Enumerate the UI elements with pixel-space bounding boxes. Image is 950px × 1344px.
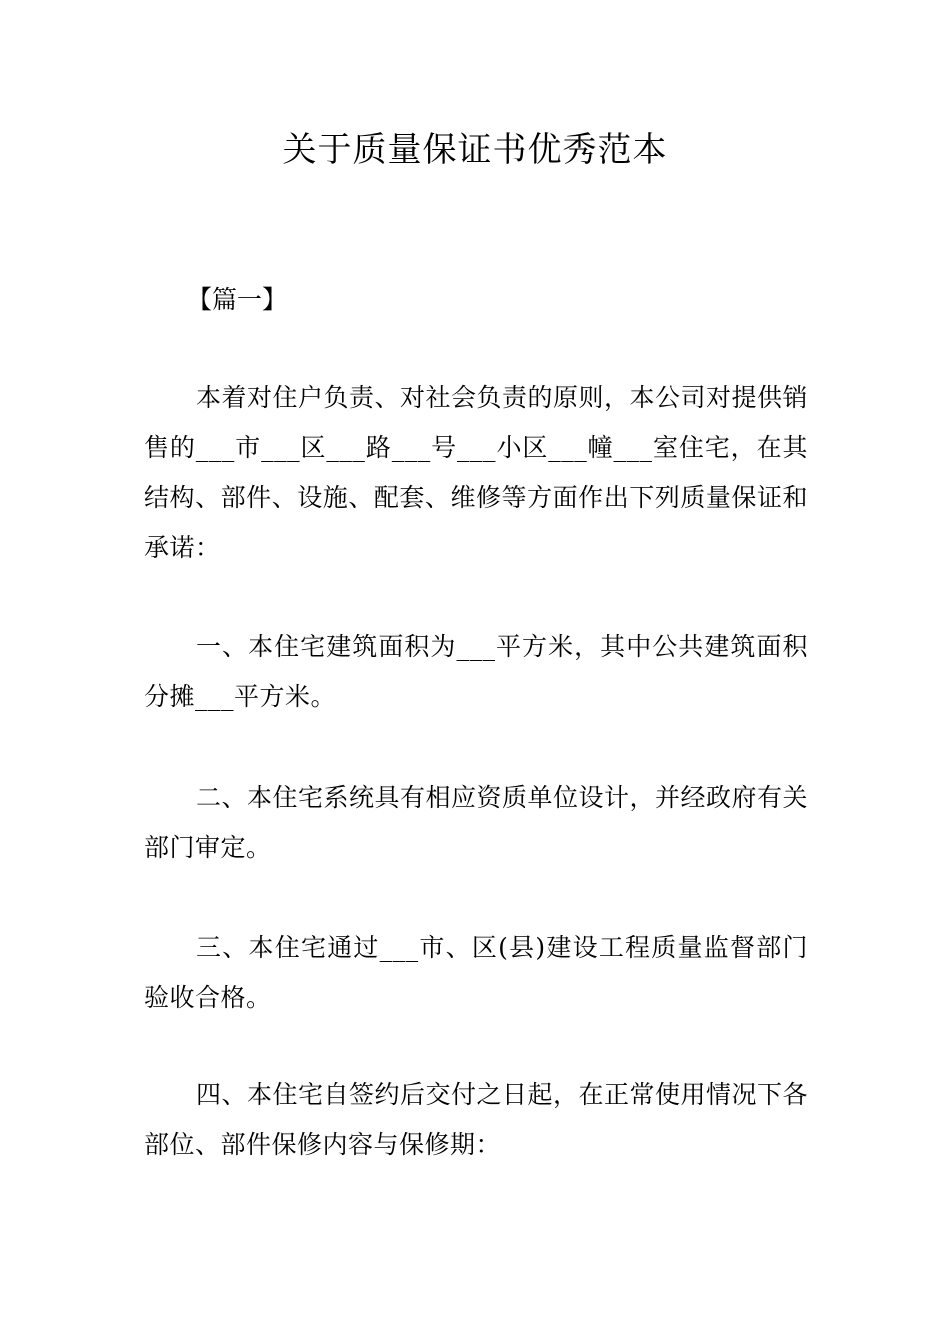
paragraph-item-3: 三、本住宅通过___市、区(县)建设工程质量监督部门验收合格。	[144, 933, 808, 1012]
paragraph-item-4: 四、本住宅自签约后交付之日起，在正常使用情况下各部位、部件保修内容与保修期：	[144, 1080, 809, 1159]
document-title: 关于质量保证书优秀范本	[282, 130, 668, 170]
paragraph-intro: 本着对住户负责、对社会负责的原则，本公司对提供销售的___市___区___路___号___小区___幢___室住宅，在其结构、部件、设施、配套、维修等方面作出下列质量保证和承诺：	[144, 383, 809, 562]
paragraph-item-2: 二、本住宅系统具有相应资质单位设计，并经政府有关部门审定。	[144, 783, 809, 862]
paragraph-item-1: 一、本住宅建筑面积为___平方米，其中公共建筑面积分摊___平方米。	[144, 632, 808, 711]
section-heading: 【篇一】	[187, 285, 288, 314]
